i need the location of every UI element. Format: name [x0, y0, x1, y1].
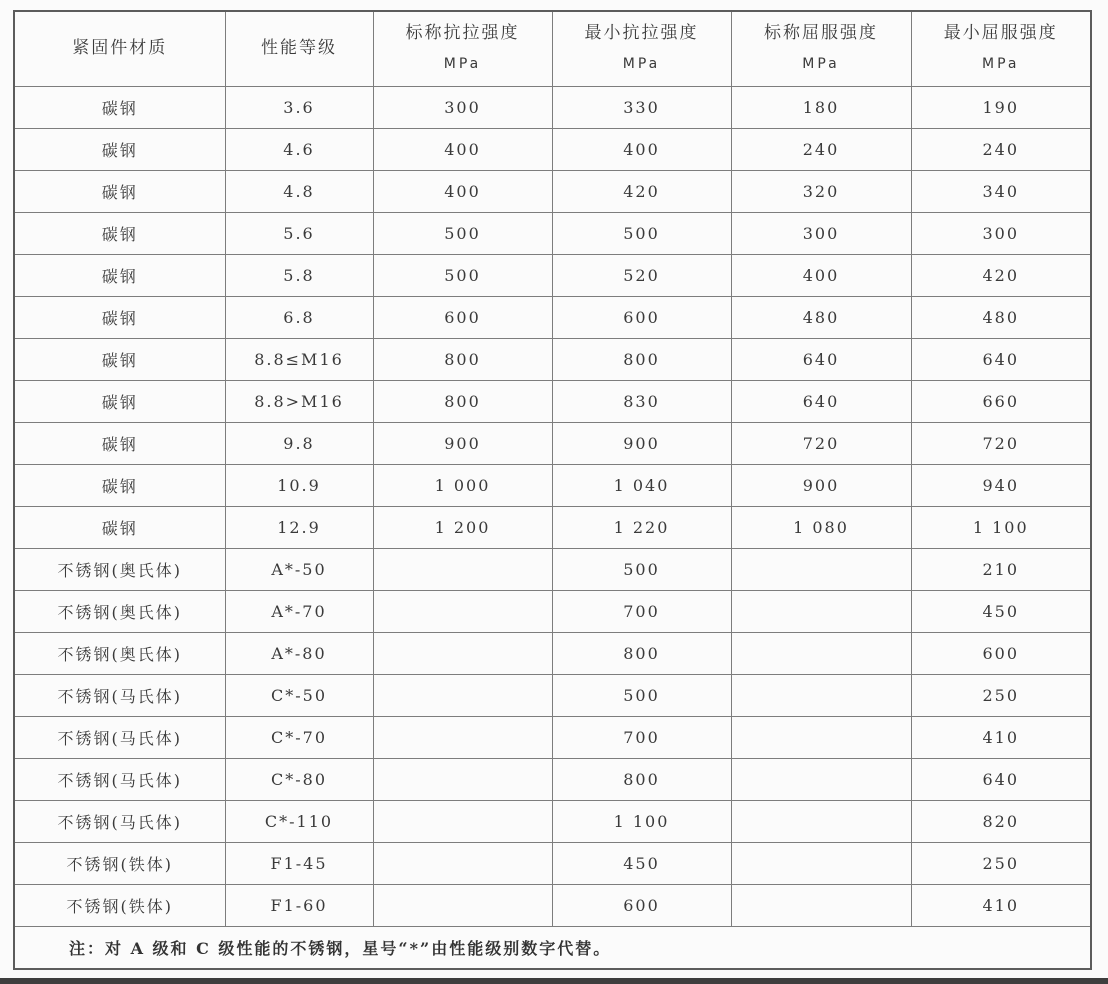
nominal-yield-cell — [731, 842, 911, 884]
material-cell: 碳钢 — [14, 380, 225, 422]
min-tensile-cell: 700 — [552, 716, 731, 758]
nominal-yield-cell — [731, 884, 911, 926]
property-class-cell: 8.8>M16 — [225, 380, 373, 422]
table-row — [14, 506, 1091, 548]
table-row — [14, 212, 1091, 254]
min-yield-cell: 340 — [911, 170, 1091, 212]
min-tensile-cell: 400 — [552, 128, 731, 170]
property-class-cell: 4.6 — [225, 128, 373, 170]
table-row — [14, 464, 1091, 506]
table-row — [14, 170, 1091, 212]
header-min-yield — [911, 11, 1091, 86]
table-footer — [14, 926, 1091, 969]
property-class-cell: 10.9 — [225, 464, 373, 506]
table-row — [14, 254, 1091, 296]
material-cell: 不锈钢(奥氏体) — [14, 632, 225, 674]
nominal-yield-cell — [731, 632, 911, 674]
header-nominal-yield-unit: MPa — [802, 55, 840, 72]
header-min-yield-title: 最小屈服强度 — [943, 22, 1058, 43]
min-tensile-cell: 500 — [552, 212, 731, 254]
min-tensile-cell: 1 040 — [552, 464, 731, 506]
min-yield-cell: 600 — [911, 632, 1091, 674]
nominal-yield-cell: 640 — [731, 338, 911, 380]
property-class-cell: A*-50 — [225, 548, 373, 590]
nominal-yield-cell: 240 — [731, 128, 911, 170]
min-yield-cell: 300 — [911, 212, 1091, 254]
nominal-yield-cell: 180 — [731, 86, 911, 128]
nominal-tensile-cell: 800 — [373, 380, 552, 422]
property-class-cell: 12.9 — [225, 506, 373, 548]
header-nominal-yield-title: 标称屈服强度 — [764, 22, 878, 43]
min-yield-cell: 450 — [911, 590, 1091, 632]
property-class-cell: C*-110 — [225, 800, 373, 842]
header-nominal-tensile-title: 标称抗拉强度 — [405, 22, 520, 43]
min-tensile-cell: 800 — [552, 758, 731, 800]
nominal-yield-cell: 400 — [731, 254, 911, 296]
min-tensile-cell: 520 — [552, 254, 731, 296]
min-yield-cell: 720 — [911, 422, 1091, 464]
table-note: 注：对 A 级和 C 级性能的不锈钢，星号“*”由性能级别数字代替。 — [14, 926, 1091, 969]
nominal-tensile-cell: 500 — [373, 254, 552, 296]
min-tensile-cell: 500 — [552, 674, 731, 716]
material-cell: 碳钢 — [14, 506, 225, 548]
property-class-cell: F1-60 — [225, 884, 373, 926]
nominal-tensile-cell — [373, 758, 552, 800]
min-tensile-cell: 1 100 — [552, 800, 731, 842]
nominal-tensile-cell: 1 000 — [373, 464, 552, 506]
table-row — [14, 86, 1091, 128]
material-cell: 碳钢 — [14, 338, 225, 380]
nominal-yield-cell — [731, 590, 911, 632]
nominal-yield-cell — [731, 674, 911, 716]
material-cell: 不锈钢(马氏体) — [14, 674, 225, 716]
nominal-tensile-cell — [373, 548, 552, 590]
property-class-cell: A*-80 — [225, 632, 373, 674]
nominal-tensile-cell: 600 — [373, 296, 552, 338]
nominal-yield-cell — [731, 800, 911, 842]
nominal-tensile-cell — [373, 842, 552, 884]
nominal-yield-cell: 480 — [731, 296, 911, 338]
fastener-strength-table — [13, 10, 1092, 970]
property-class-cell: 8.8≤M16 — [225, 338, 373, 380]
property-class-cell: C*-50 — [225, 674, 373, 716]
property-class-cell: 9.8 — [225, 422, 373, 464]
min-tensile-cell: 600 — [552, 296, 731, 338]
header-min-tensile-unit: MPa — [622, 55, 661, 72]
header-nominal-tensile — [373, 11, 552, 86]
min-tensile-cell: 330 — [552, 86, 731, 128]
nominal-yield-cell: 320 — [731, 170, 911, 212]
min-tensile-cell: 700 — [552, 590, 731, 632]
material-cell: 不锈钢(马氏体) — [14, 758, 225, 800]
min-yield-cell: 240 — [911, 128, 1091, 170]
min-yield-cell: 660 — [911, 380, 1091, 422]
nominal-tensile-cell: 300 — [373, 86, 552, 128]
material-cell: 不锈钢(马氏体) — [14, 716, 225, 758]
nominal-tensile-cell — [373, 632, 552, 674]
property-class-cell: 3.6 — [225, 86, 373, 128]
table-header — [14, 11, 1091, 86]
nominal-tensile-cell: 400 — [373, 170, 552, 212]
material-cell: 不锈钢(马氏体) — [14, 800, 225, 842]
nominal-tensile-cell: 1 200 — [373, 506, 552, 548]
table-row — [14, 842, 1091, 884]
nominal-yield-cell: 720 — [731, 422, 911, 464]
header-material — [14, 11, 225, 86]
min-yield-cell: 250 — [911, 842, 1091, 884]
material-cell: 碳钢 — [14, 296, 225, 338]
header-min-yield-unit: MPa — [982, 55, 1020, 72]
min-tensile-cell: 600 — [552, 884, 731, 926]
min-yield-cell: 250 — [911, 674, 1091, 716]
nominal-yield-cell — [731, 548, 911, 590]
min-yield-cell: 410 — [911, 716, 1091, 758]
nominal-tensile-cell — [373, 674, 552, 716]
nominal-yield-cell: 640 — [731, 380, 911, 422]
property-class-cell: 5.8 — [225, 254, 373, 296]
table-row — [14, 338, 1091, 380]
table-body — [14, 86, 1091, 926]
min-tensile-cell: 450 — [552, 842, 731, 884]
nominal-tensile-cell — [373, 716, 552, 758]
material-cell: 碳钢 — [14, 464, 225, 506]
nominal-yield-cell: 1 080 — [731, 506, 911, 548]
nominal-yield-cell: 900 — [731, 464, 911, 506]
min-tensile-cell: 1 220 — [552, 506, 731, 548]
material-cell: 不锈钢(奥氏体) — [14, 548, 225, 590]
nominal-tensile-cell — [373, 800, 552, 842]
material-cell: 碳钢 — [14, 86, 225, 128]
min-yield-cell: 410 — [911, 884, 1091, 926]
table-row — [14, 716, 1091, 758]
header-row — [14, 11, 1091, 86]
property-class-cell: 6.8 — [225, 296, 373, 338]
min-yield-cell: 190 — [911, 86, 1091, 128]
table-row — [14, 674, 1091, 716]
property-class-cell: A*-70 — [225, 590, 373, 632]
property-class-cell: C*-70 — [225, 716, 373, 758]
min-yield-cell: 420 — [911, 254, 1091, 296]
material-cell: 不锈钢(铁体) — [14, 884, 225, 926]
material-cell: 碳钢 — [14, 422, 225, 464]
min-yield-cell: 940 — [911, 464, 1091, 506]
min-yield-cell: 640 — [911, 758, 1091, 800]
table-row — [14, 758, 1091, 800]
min-tensile-cell: 800 — [552, 632, 731, 674]
table-row — [14, 128, 1091, 170]
header-material-title: 紧固件材质 — [72, 38, 168, 59]
nominal-tensile-cell — [373, 590, 552, 632]
material-cell: 碳钢 — [14, 128, 225, 170]
min-tensile-cell: 830 — [552, 380, 731, 422]
min-yield-cell: 1 100 — [911, 506, 1091, 548]
nominal-tensile-cell — [373, 884, 552, 926]
table-row — [14, 884, 1091, 926]
header-nominal-tensile-unit: MPa — [443, 55, 482, 72]
material-cell: 碳钢 — [14, 212, 225, 254]
min-tensile-cell: 500 — [552, 548, 731, 590]
property-class-cell: C*-80 — [225, 758, 373, 800]
table-row — [14, 380, 1091, 422]
table-row — [14, 632, 1091, 674]
material-cell: 碳钢 — [14, 170, 225, 212]
bottom-edge — [0, 978, 1108, 984]
table-row — [14, 422, 1091, 464]
property-class-cell: F1-45 — [225, 842, 373, 884]
nominal-tensile-cell: 800 — [373, 338, 552, 380]
nominal-yield-cell — [731, 758, 911, 800]
note-row — [14, 926, 1091, 969]
table-row — [14, 590, 1091, 632]
header-min-tensile-title: 最小抗拉强度 — [584, 22, 699, 43]
material-cell: 碳钢 — [14, 254, 225, 296]
header-nominal-yield — [731, 11, 911, 86]
min-tensile-cell: 420 — [552, 170, 731, 212]
material-cell: 不锈钢(奥氏体) — [14, 590, 225, 632]
material-cell: 不锈钢(铁体) — [14, 842, 225, 884]
nominal-yield-cell: 300 — [731, 212, 911, 254]
min-tensile-cell: 900 — [552, 422, 731, 464]
min-yield-cell: 820 — [911, 800, 1091, 842]
min-yield-cell: 640 — [911, 338, 1091, 380]
min-yield-cell: 480 — [911, 296, 1091, 338]
property-class-cell: 4.8 — [225, 170, 373, 212]
header-min-tensile — [552, 11, 731, 86]
min-tensile-cell: 800 — [552, 338, 731, 380]
nominal-tensile-cell: 500 — [373, 212, 552, 254]
table-row — [14, 800, 1091, 842]
nominal-tensile-cell: 400 — [373, 128, 552, 170]
table-row — [14, 548, 1091, 590]
header-property-class-title: 性能等级 — [261, 38, 337, 59]
property-class-cell: 5.6 — [225, 212, 373, 254]
header-property-class — [225, 11, 373, 86]
min-yield-cell: 210 — [911, 548, 1091, 590]
nominal-yield-cell — [731, 716, 911, 758]
nominal-tensile-cell: 900 — [373, 422, 552, 464]
table-row — [14, 296, 1091, 338]
